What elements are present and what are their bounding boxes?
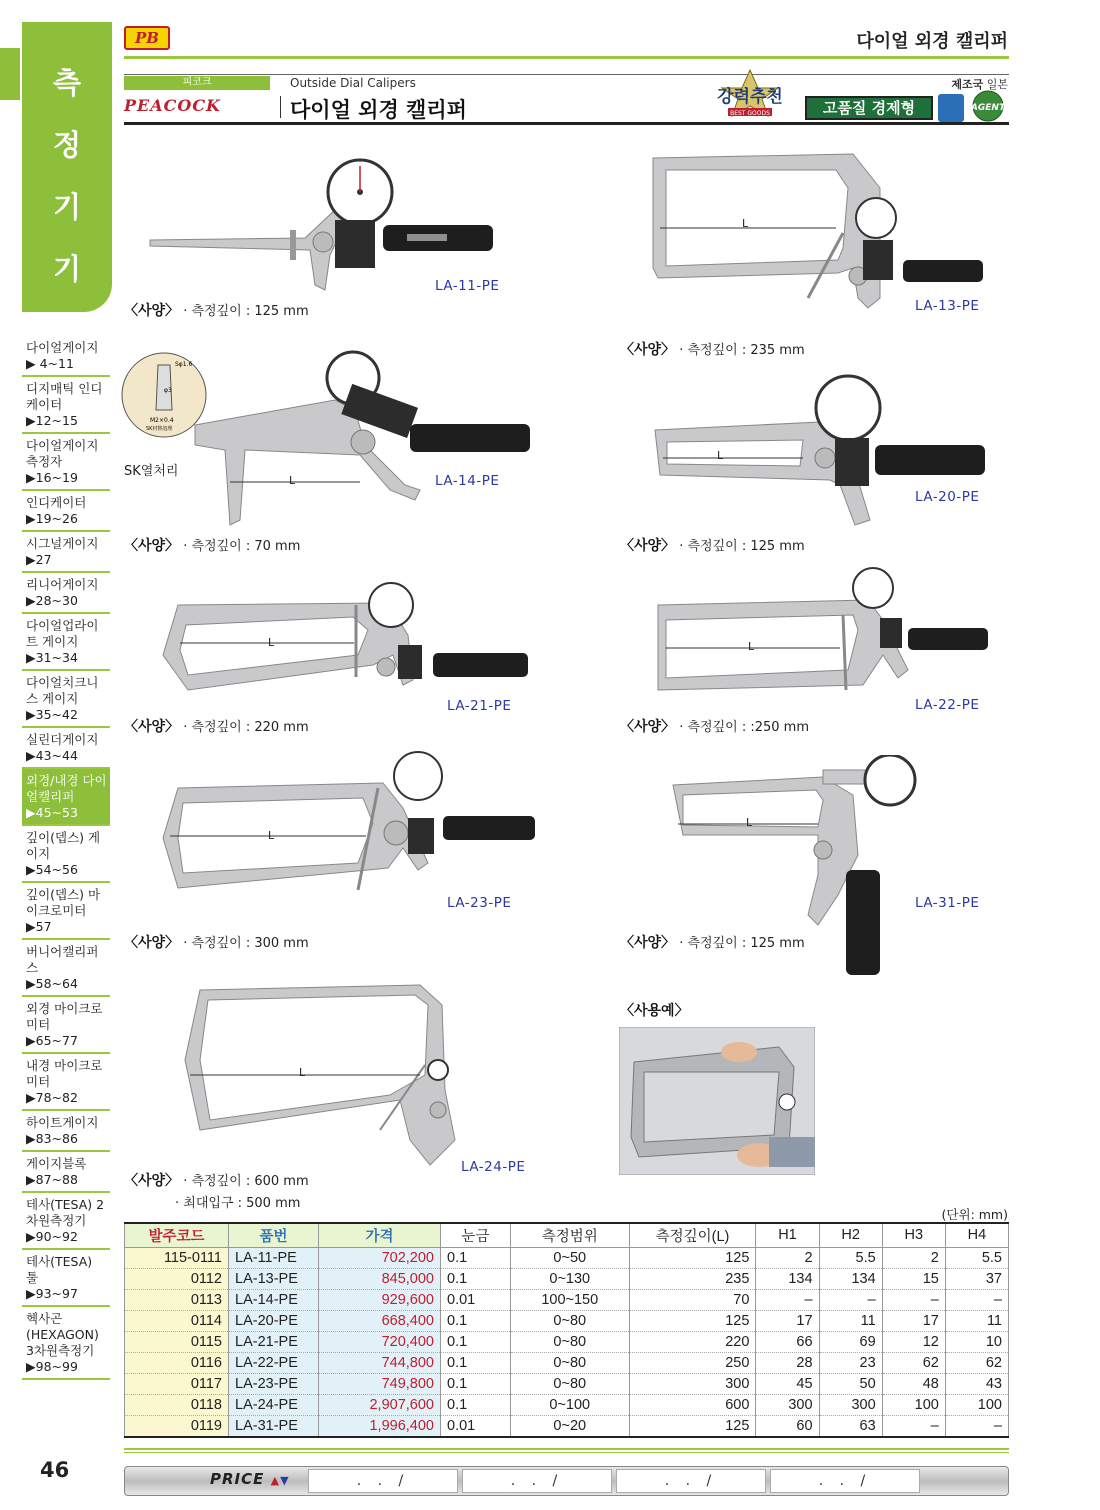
model-label: LA-23-PE (447, 895, 512, 911)
table-cell: 720,400 (319, 1331, 441, 1352)
caliper-la-14-image (185, 350, 535, 530)
origin-label: 제조국 (951, 78, 984, 91)
table-cell: 0~80 (510, 1373, 629, 1394)
sidebar-item-pages: ▶54~56 (26, 862, 78, 877)
header-cell: H3 (882, 1223, 945, 1247)
bottom-rule (124, 1452, 1009, 1453)
sidebar-item-label: 테사(TESA) 2차원측정기 (26, 1197, 105, 1228)
peacock-logo: PEACOCK (124, 96, 221, 115)
dimension-label: L (717, 449, 724, 462)
triangle-up-icon: ▲ (270, 1474, 281, 1487)
depth-label: · 측정깊이 : (183, 304, 255, 319)
table-cell: 134 (756, 1268, 819, 1289)
sidebar-item-pages: ▶12~15 (26, 413, 78, 428)
table-cell: 62 (945, 1352, 1008, 1373)
table-cell: 744,800 (319, 1352, 441, 1373)
table-cell: – (945, 1415, 1008, 1437)
depth-value: 125 mm (750, 539, 805, 554)
agent-badge-text: AGENT (970, 103, 1006, 113)
dimension-label: L (289, 474, 296, 487)
inset-text: SK材熱処理 (146, 426, 173, 432)
sidebar-item[interactable] (22, 336, 110, 377)
sidebar-item[interactable] (22, 997, 110, 1054)
model-label: LA-24-PE (461, 1159, 526, 1175)
header-cell: 측정깊이(L) (629, 1223, 756, 1247)
table-cell: 43 (945, 1373, 1008, 1394)
table-cell: 702,200 (319, 1247, 441, 1268)
sidebar-item[interactable] (22, 1307, 110, 1380)
heat-treatment-note: SK열처리 (124, 464, 179, 479)
spec-line (620, 716, 809, 736)
sidebar-item[interactable] (22, 491, 110, 532)
depth-label: · 측정깊이 : (183, 1174, 255, 1189)
table-cell: 63 (819, 1415, 882, 1437)
depth-value: 235 mm (750, 343, 805, 358)
table-cell: LA-22-PE (229, 1352, 319, 1373)
table-cell: 300 (819, 1394, 882, 1415)
sidebar-item-label: 외경 마이크로미터 (26, 1001, 103, 1032)
sidebar-item[interactable] (22, 532, 110, 573)
table-row (125, 1289, 1009, 1310)
table-cell: 125 (629, 1310, 756, 1331)
sidebar-item-pages: ▶ 4~11 (26, 356, 74, 371)
sidebar-item[interactable] (22, 940, 110, 997)
sidebar-item[interactable] (22, 769, 110, 826)
table-cell: 23 (819, 1352, 882, 1373)
table-cell: LA-14-PE (229, 1289, 319, 1310)
inset-text: φ3 (164, 387, 172, 394)
table-cell: 125 (629, 1415, 756, 1437)
sidebar-item[interactable] (22, 1054, 110, 1111)
price-entry-field[interactable]: . . / (308, 1469, 458, 1493)
table-cell: 0.1 (441, 1268, 511, 1289)
table-cell: 70 (629, 1289, 756, 1310)
sidebar-item-label: 시그널게이지 (26, 536, 99, 551)
spec-bracket: 〈사양〉 (620, 342, 676, 358)
price-entry-field[interactable]: . . / (616, 1469, 766, 1493)
sidebar-item-pages: ▶28~30 (26, 593, 78, 608)
table-cell: 1,996,400 (319, 1415, 441, 1437)
table-cell: 100 (882, 1394, 945, 1415)
usage-example-photo (619, 1027, 815, 1175)
table-cell: 0~80 (510, 1310, 629, 1331)
category-char: 기 (52, 190, 81, 224)
dimension-label: L (268, 829, 275, 842)
category-char: 측 (52, 66, 81, 100)
sidebar-item-pages: ▶78~82 (26, 1090, 78, 1105)
price-entry-field[interactable]: . . / (770, 1469, 920, 1493)
agent-badge (968, 90, 1008, 122)
price-entry-field[interactable]: . . / (462, 1469, 612, 1493)
depth-label: · 측정깊이 : (679, 539, 751, 554)
caliper-la-23-image (158, 748, 538, 898)
sidebar-item[interactable] (22, 1152, 110, 1193)
header-cell: 눈금 (441, 1223, 511, 1247)
table-cell: 50 (819, 1373, 882, 1394)
star-badge-sub: BEST GOODS (730, 110, 770, 117)
sidebar-item-pages: ▶57 (26, 919, 52, 934)
spec-line (620, 932, 805, 952)
caliper-la-21-image (158, 575, 533, 705)
sidebar-item-pages: ▶83~86 (26, 1131, 78, 1146)
table-cell: 0~80 (510, 1352, 629, 1373)
table-cell: 0~50 (510, 1247, 629, 1268)
page-title: 다이얼 외경 캘리퍼 (856, 31, 1008, 52)
table-row (125, 1268, 1009, 1289)
spec-line (124, 932, 309, 952)
table-cell: 2,907,600 (319, 1394, 441, 1415)
caliper-la-13-image (648, 148, 993, 313)
table-cell: 115-0111 (125, 1247, 229, 1268)
dimension-label: L (299, 1066, 306, 1079)
sidebar-item-label: 다이얼업라이트 게이지 (26, 618, 99, 649)
table-cell: 10 (945, 1331, 1008, 1352)
table-row (125, 1247, 1009, 1268)
pb-brand-logo: PB (124, 26, 170, 50)
table-cell: 0.1 (441, 1310, 511, 1331)
table-cell: 0119 (125, 1415, 229, 1437)
brand-tag: 피코크 (124, 76, 270, 90)
table-cell: LA-23-PE (229, 1373, 319, 1394)
category-char: 정 (52, 128, 81, 162)
sidebar-item-label: 리니어게이지 (26, 577, 99, 592)
table-cell: LA-13-PE (229, 1268, 319, 1289)
depth-value: 70 mm (254, 539, 301, 554)
model-label: LA-20-PE (915, 489, 980, 505)
table-cell: LA-24-PE (229, 1394, 319, 1415)
table-cell: 5.5 (945, 1247, 1008, 1268)
table-cell: 11 (945, 1310, 1008, 1331)
best-goods-star-badge (700, 68, 800, 118)
sidebar-item-label: 내경 마이크로미터 (26, 1058, 103, 1089)
spec-bracket: 〈사양〉 (124, 1173, 180, 1189)
table-row (125, 1394, 1009, 1415)
sidebar-item[interactable] (22, 671, 110, 728)
table-cell: 62 (882, 1352, 945, 1373)
model-label: LA-14-PE (435, 473, 500, 489)
table-cell: 0.1 (441, 1373, 511, 1394)
sidebar-item[interactable] (22, 1111, 110, 1152)
category-char: 기 (52, 252, 81, 286)
spec-line (620, 535, 805, 555)
spec-table (124, 1222, 1009, 1438)
sidebar-item-pages: ▶16~19 (26, 470, 78, 485)
sidebar-item-label: 깊이(뎁스) 게이지 (26, 830, 101, 861)
depth-label: · 측정깊이 : (183, 936, 255, 951)
table-cell: 845,000 (319, 1268, 441, 1289)
spec-line (124, 1170, 309, 1190)
sidebar-item-label: 다이얼치크니스 게이지 (26, 675, 99, 706)
model-label: LA-31-PE (915, 895, 980, 911)
table-cell: 17 (756, 1310, 819, 1331)
table-cell: 0117 (125, 1373, 229, 1394)
model-label: LA-22-PE (915, 697, 980, 713)
sidebar-item-label: 깊이(뎁스) 마이크로미터 (26, 887, 101, 918)
spec-bracket: 〈사양〉 (620, 538, 676, 554)
spec-bracket: 〈사양〉 (620, 719, 676, 735)
table-cell: 600 (629, 1394, 756, 1415)
sidebar-item-pages: ▶35~42 (26, 707, 78, 722)
sidebar-item-pages: ▶43~44 (26, 748, 78, 763)
spec-line (124, 535, 300, 555)
table-cell: – (819, 1289, 882, 1310)
dimension-label: L (268, 636, 275, 649)
table-cell: 48 (882, 1373, 945, 1394)
caliper-la-24-image (180, 980, 470, 1175)
sidebar-item-pages: ▶98~99 (26, 1359, 78, 1374)
header-cell: H1 (756, 1223, 819, 1247)
table-cell: – (756, 1289, 819, 1310)
spec-line (124, 300, 309, 320)
table-row (125, 1415, 1009, 1437)
table-cell: 0~100 (510, 1394, 629, 1415)
model-label: LA-21-PE (447, 698, 512, 714)
header-cell: H4 (945, 1223, 1008, 1247)
spec-bracket: 〈사양〉 (124, 303, 180, 319)
table-cell: 220 (629, 1331, 756, 1352)
spec-bracket: 〈사양〉 (124, 719, 180, 735)
sidebar-item-label: 다이얼게이지 (26, 340, 99, 355)
table-cell: 0116 (125, 1352, 229, 1373)
table-cell: LA-11-PE (229, 1247, 319, 1268)
triangle-down-icon: ▼ (280, 1474, 290, 1487)
table-cell: 668,400 (319, 1310, 441, 1331)
table-cell: 2 (882, 1247, 945, 1268)
max-opening: · 최대입구 : 500 mm (175, 1196, 301, 1211)
depth-value: :250 mm (750, 720, 810, 735)
sidebar-nav (22, 336, 110, 1380)
sidebar-item[interactable] (22, 573, 110, 614)
table-row (125, 1331, 1009, 1352)
dimension-label: L (742, 217, 749, 230)
table-cell: LA-31-PE (229, 1415, 319, 1437)
table-cell: 0~130 (510, 1268, 629, 1289)
sidebar-item-pages: ▶19~26 (26, 511, 78, 526)
table-cell: 66 (756, 1331, 819, 1352)
sidebar-item-label: 게이지블록 (26, 1156, 87, 1171)
depth-value: 220 mm (254, 720, 309, 735)
sidebar-item-label: 다이얼게이지 측정자 (26, 438, 99, 469)
sidebar-item[interactable] (22, 614, 110, 671)
table-cell: 749,800 (319, 1373, 441, 1394)
table-cell: 0.1 (441, 1394, 511, 1415)
table-cell: LA-21-PE (229, 1331, 319, 1352)
title-divider (280, 96, 281, 118)
header-cell: 발주코드 (125, 1223, 229, 1247)
price-label (210, 1470, 290, 1488)
table-cell: 100 (945, 1394, 1008, 1415)
caliper-la-20-image (645, 360, 995, 535)
depth-label: · 측정깊이 : (679, 936, 751, 951)
sidebar-item[interactable] (22, 1193, 110, 1250)
depth-label: · 측정깊이 : (679, 720, 751, 735)
table-row (125, 1373, 1009, 1394)
spec-line (620, 339, 805, 359)
header-cell: 품번 (229, 1223, 319, 1247)
sidebar-item-label: 하이트게이지 (26, 1115, 99, 1130)
table-cell: 0.01 (441, 1415, 511, 1437)
sidebar-item[interactable] (22, 883, 110, 940)
sidebar-item-label: 실린더게이지 (26, 732, 99, 747)
table-cell: 0112 (125, 1268, 229, 1289)
table-cell: 12 (882, 1331, 945, 1352)
spec-bracket: 〈사양〉 (124, 538, 180, 554)
table-cell: 37 (945, 1268, 1008, 1289)
table-cell: 2 (756, 1247, 819, 1268)
header-cell: 가격 (319, 1223, 441, 1247)
sidebar-item[interactable] (22, 377, 110, 434)
table-cell: LA-20-PE (229, 1310, 319, 1331)
header-cell: H2 (819, 1223, 882, 1247)
table-cell: 125 (629, 1247, 756, 1268)
spec-bracket: 〈사양〉 (620, 935, 676, 951)
page-number: 46 (40, 1458, 70, 1482)
category-tab-label (22, 52, 112, 300)
certification-icon (938, 94, 964, 122)
inset-text: Sφ1.6 (175, 361, 193, 368)
table-cell: – (945, 1289, 1008, 1310)
korean-title: 다이얼 외경 캘리퍼 (290, 98, 467, 122)
depth-label: · 측정깊이 : (183, 720, 255, 735)
table-cell: 0.01 (441, 1289, 511, 1310)
quality-badge: 고품질 경제형 (805, 96, 933, 120)
depth-value: 125 mm (750, 936, 805, 951)
sidebar-item-pages: ▶87~88 (26, 1172, 78, 1187)
title-rule-bottom (124, 122, 1009, 125)
sidebar-item-pages: ▶58~64 (26, 976, 78, 991)
table-cell: 0113 (125, 1289, 229, 1310)
header-cell: 측정범위 (510, 1223, 629, 1247)
table-cell: 100~150 (510, 1289, 629, 1310)
spec-line (124, 716, 309, 736)
sidebar-item-pages: ▶93~97 (26, 1286, 78, 1301)
unit-label: (단위: mm) (941, 1207, 1008, 1222)
sidebar-item-label: 테사(TESA) 툴 (26, 1254, 93, 1285)
bottom-rule (124, 1448, 1009, 1450)
model-label: LA-11-PE (435, 278, 500, 294)
table-cell: 28 (756, 1352, 819, 1373)
table-cell: 250 (629, 1352, 756, 1373)
dimension-label: L (748, 640, 755, 653)
table-cell: 0~80 (510, 1331, 629, 1352)
caliper-la-22-image (648, 560, 993, 700)
sidebar-item[interactable] (22, 1250, 110, 1307)
sidebar-item-pages: ▶65~77 (26, 1033, 78, 1048)
usage-label-text: 〈사용예〉 (620, 1003, 689, 1019)
table-cell: 60 (756, 1415, 819, 1437)
table-cell: – (882, 1289, 945, 1310)
table-header-row (125, 1223, 1009, 1247)
english-title: Outside Dial Calipers (290, 76, 416, 90)
sidebar-item-pages: ▶31~34 (26, 650, 78, 665)
table-cell: 0~20 (510, 1415, 629, 1437)
table-row (125, 1310, 1009, 1331)
price-label-text: PRICE (210, 1470, 265, 1488)
table-cell: 929,600 (319, 1289, 441, 1310)
table-cell: 0115 (125, 1331, 229, 1352)
origin-value: 일본 (986, 78, 1008, 91)
sidebar-item-label: 헥사곤(HEXAGON) 3차원측정기 (26, 1311, 99, 1358)
depth-value: 125 mm (254, 304, 309, 319)
table-cell: 134 (819, 1268, 882, 1289)
depth-label: · 측정깊이 : (679, 343, 751, 358)
table-cell: 11 (819, 1310, 882, 1331)
star-badge-text: 강력추천 (717, 87, 783, 107)
table-cell: 5.5 (819, 1247, 882, 1268)
table-cell: 0118 (125, 1394, 229, 1415)
sidebar-item[interactable] (22, 728, 110, 769)
depth-label: · 측정깊이 : (183, 539, 255, 554)
inset-text: M2×0.4 (150, 417, 174, 424)
usage-example-label (620, 1000, 689, 1020)
table-cell: 45 (756, 1373, 819, 1394)
sidebar-item[interactable] (22, 434, 110, 491)
table-cell: 0.1 (441, 1331, 511, 1352)
table-cell: – (882, 1415, 945, 1437)
sidebar-item-pages: ▶27 (26, 552, 52, 567)
sidebar-item-pages: ▶90~92 (26, 1229, 78, 1244)
sidebar-item-pages: ▶45~53 (26, 805, 78, 820)
table-cell: 300 (756, 1394, 819, 1415)
table-cell: 300 (629, 1373, 756, 1394)
title-rule-top (124, 74, 1009, 75)
top-rule (124, 56, 1009, 59)
table-row (125, 1352, 1009, 1373)
table-cell: 17 (882, 1310, 945, 1331)
sidebar-item-label: 외경/내경 다이얼캘리퍼 (26, 773, 107, 804)
table-cell: 0.1 (441, 1247, 511, 1268)
model-label: LA-13-PE (915, 298, 980, 314)
depth-value: 300 mm (254, 936, 309, 951)
table-cell: 0114 (125, 1310, 229, 1331)
sidebar-item-label: 디지매틱 인디케이터 (26, 381, 103, 412)
table-cell: 69 (819, 1331, 882, 1352)
table-cell: 235 (629, 1268, 756, 1289)
spec-bracket: 〈사양〉 (124, 935, 180, 951)
depth-value: 600 mm (254, 1174, 309, 1189)
table-cell: 15 (882, 1268, 945, 1289)
category-tab-accent (0, 48, 20, 100)
sidebar-item[interactable] (22, 826, 110, 883)
sidebar-item-label: 인디케이터 (26, 495, 87, 510)
sidebar-item-label: 버니어캘리퍼스 (26, 944, 99, 975)
table-cell: 0.1 (441, 1352, 511, 1373)
dimension-label: L (746, 816, 753, 829)
